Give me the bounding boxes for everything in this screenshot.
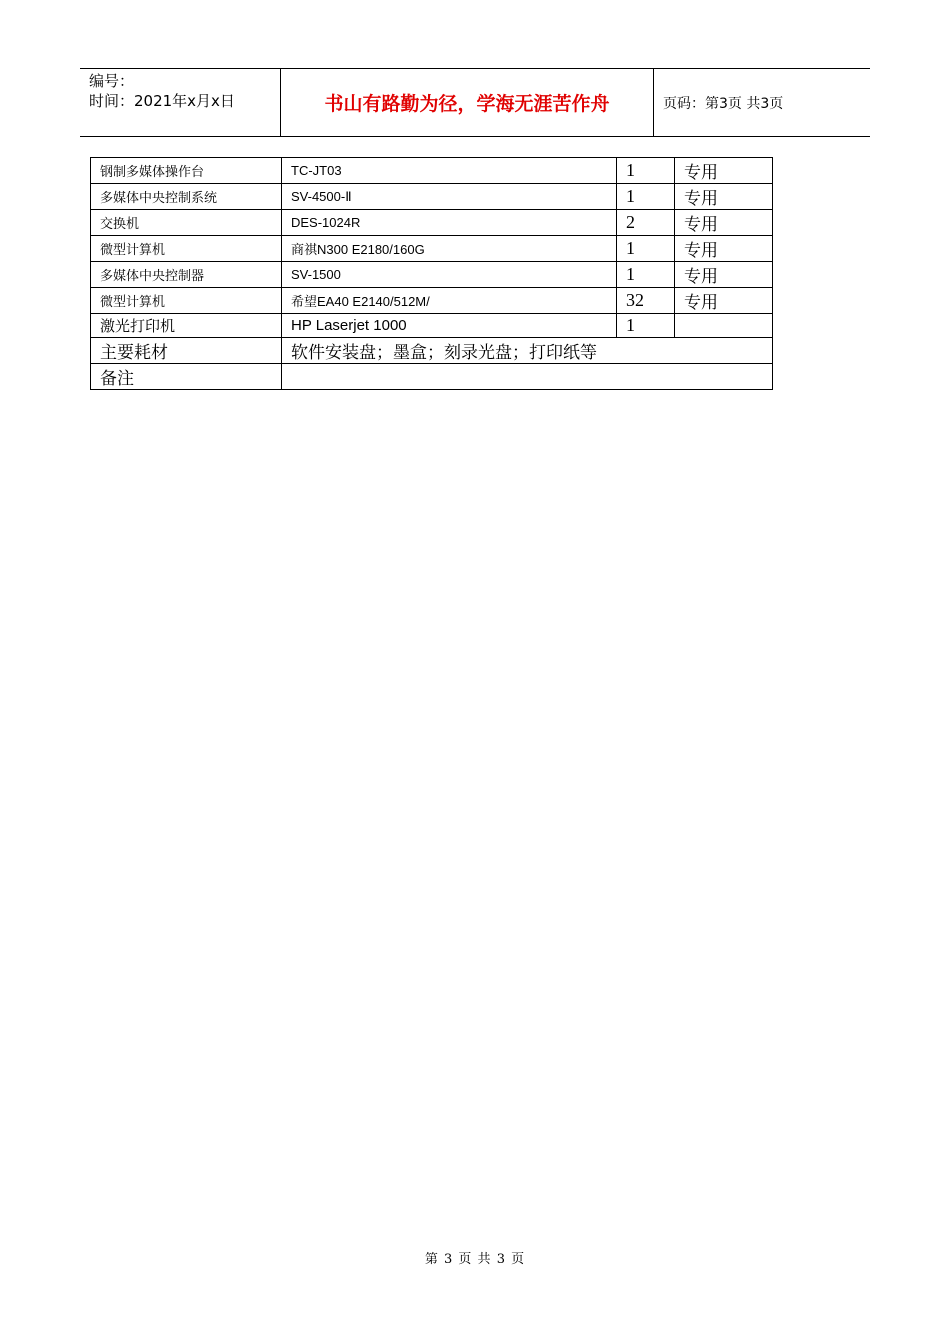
equipment-note [675, 314, 773, 338]
header-meta [80, 69, 281, 136]
equipment-name: 交换机 [91, 210, 282, 236]
remarks-value [282, 364, 773, 390]
equipment-quantity: 1 [617, 184, 675, 210]
equipment-quantity: 2 [617, 210, 675, 236]
remarks-row [91, 364, 773, 390]
page-header [80, 68, 870, 137]
equipment-quantity: 1 [617, 314, 675, 338]
table-row [91, 158, 773, 184]
equipment-table [90, 157, 773, 390]
equipment-model: 希望EA40 E2140/512M/ [282, 288, 617, 314]
consumables-value: 软件安装盘；墨盒；刻录光盘；打印纸等 [282, 338, 773, 364]
table-row [91, 288, 773, 314]
equipment-quantity: 1 [617, 236, 675, 262]
equipment-model: HP Laserjet 1000 [282, 314, 617, 338]
equipment-name: 多媒体中央控制器 [91, 262, 282, 288]
equipment-note: 专用 [675, 210, 773, 236]
header-page-info: 页码：第3页 共3页 [663, 95, 784, 112]
equipment-note: 专用 [675, 158, 773, 184]
equipment-name: 微型计算机 [91, 236, 282, 262]
equipment-name: 微型计算机 [91, 288, 282, 314]
equipment-model: SV-1500 [282, 262, 617, 288]
equipment-name: 多媒体中央控制系统 [91, 184, 282, 210]
equipment-quantity: 1 [617, 262, 675, 288]
table-row [91, 314, 773, 338]
document-time-label: 时间：2021年x月x日 [89, 92, 235, 110]
consumables-label: 主要耗材 [91, 338, 282, 364]
equipment-name: 钢制多媒体操作台 [91, 158, 282, 184]
header-motto: 书山有路勤为径，学海无涯苦作舟 [281, 69, 654, 136]
remarks-label: 备注 [91, 364, 282, 390]
equipment-quantity: 32 [617, 288, 675, 314]
equipment-model: SV-4500-Ⅱ [282, 184, 617, 210]
equipment-note: 专用 [675, 288, 773, 314]
consumables-row [91, 338, 773, 364]
equipment-note: 专用 [675, 184, 773, 210]
table-row [91, 210, 773, 236]
equipment-note: 专用 [675, 262, 773, 288]
equipment-model: TC-JT03 [282, 158, 617, 184]
document-number-label: 编号： [89, 72, 135, 90]
equipment-note: 专用 [675, 236, 773, 262]
equipment-quantity: 1 [617, 158, 675, 184]
page-footer: 第 3 页 共 3 页 [424, 1252, 526, 1267]
table-row [91, 184, 773, 210]
equipment-model: 商祺N300 E2180/160G [282, 236, 617, 262]
equipment-name: 激光打印机 [91, 314, 282, 338]
table-row [91, 262, 773, 288]
equipment-model: DES-1024R [282, 210, 617, 236]
table-row [91, 236, 773, 262]
